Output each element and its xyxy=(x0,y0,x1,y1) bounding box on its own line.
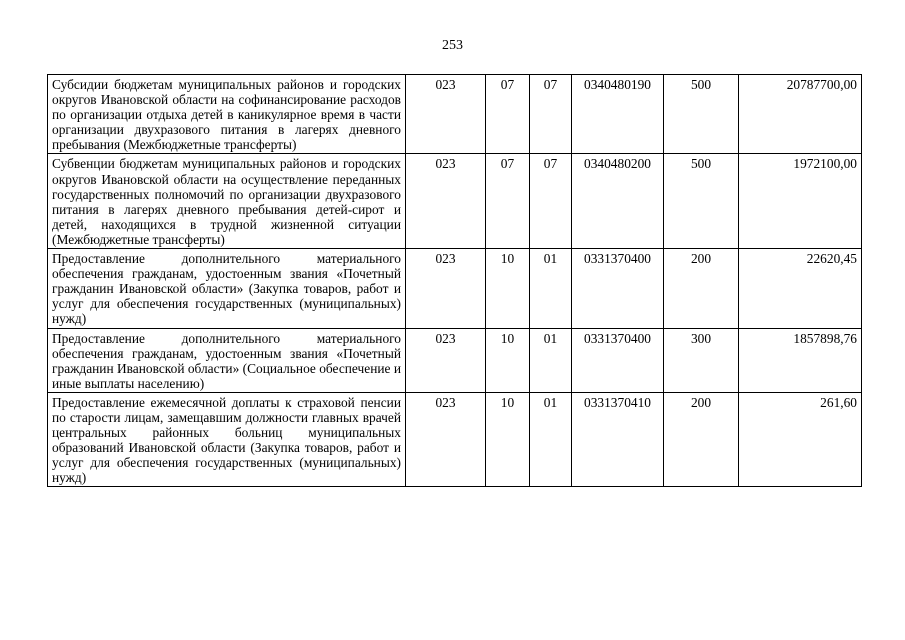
subsection-code: 01 xyxy=(530,392,572,487)
amount: 20787700,00 xyxy=(739,75,862,154)
ministry-code: 023 xyxy=(406,154,486,249)
amount: 1972100,00 xyxy=(739,154,862,249)
target-article-code: 0331370410 xyxy=(572,392,664,487)
row-description: Предоставление дополнительного материального обеспечения гражданам, удостоенным звания «Почетный гражданин Ивановской области» (Социальное обеспечение и иные выплаты населению) xyxy=(48,328,406,392)
expense-type-code: 200 xyxy=(664,249,739,328)
expense-type-code: 500 xyxy=(664,75,739,154)
target-article-code: 0340480200 xyxy=(572,154,664,249)
target-article-code: 0331370400 xyxy=(572,249,664,328)
target-article-code: 0331370400 xyxy=(572,328,664,392)
table-row xyxy=(48,328,862,392)
subsection-code: 07 xyxy=(530,75,572,154)
ministry-code: 023 xyxy=(406,75,486,154)
table-row xyxy=(48,154,862,249)
amount: 1857898,76 xyxy=(739,328,862,392)
subsection-code: 01 xyxy=(530,249,572,328)
row-description: Предоставление ежемесячной доплаты к страховой пенсии по старости лицам, замещавшим должности главных врачей центральных районных больниц муниципальных образований Ивановской области (Закупка товаров, работ и услуг для обеспечения государственных (муниципальных) нужд) xyxy=(48,392,406,487)
table-row xyxy=(48,392,862,487)
section-code: 10 xyxy=(486,392,530,487)
table-row xyxy=(48,249,862,328)
ministry-code: 023 xyxy=(406,392,486,487)
budget-table xyxy=(47,74,862,487)
section-code: 07 xyxy=(486,75,530,154)
ministry-code: 023 xyxy=(406,249,486,328)
section-code: 07 xyxy=(486,154,530,249)
ministry-code: 023 xyxy=(406,328,486,392)
expense-type-code: 300 xyxy=(664,328,739,392)
expense-type-code: 500 xyxy=(664,154,739,249)
row-description: Субвенции бюджетам муниципальных районов и городских округов Ивановской области на осуществление переданных государственных полномочий по организации двухразового питания в лагерях дневного пребывания детей-сирот и детей, находящихся в трудной жизненной ситуации (Межбюджетные трансферты) xyxy=(48,154,406,249)
amount: 261,60 xyxy=(739,392,862,487)
subsection-code: 07 xyxy=(530,154,572,249)
expense-type-code: 200 xyxy=(664,392,739,487)
section-code: 10 xyxy=(486,249,530,328)
section-code: 10 xyxy=(486,328,530,392)
amount: 22620,45 xyxy=(739,249,862,328)
target-article-code: 0340480190 xyxy=(572,75,664,154)
page-number: 253 xyxy=(442,38,463,53)
row-description: Предоставление дополнительного материального обеспечения гражданам, удостоенным звания «Почетный гражданин Ивановской области» (Закупка товаров, работ и услуг для обеспечения государственных (муниципальных) нужд) xyxy=(48,249,406,328)
table-row xyxy=(48,75,862,154)
row-description: Субсидии бюджетам муниципальных районов и городских округов Ивановской области на софинансирование расходов по организации отдыха детей в каникулярное время в части организации двухразового питания в лагерях дневного пребывания (Межбюджетные трансферты) xyxy=(48,75,406,154)
subsection-code: 01 xyxy=(530,328,572,392)
